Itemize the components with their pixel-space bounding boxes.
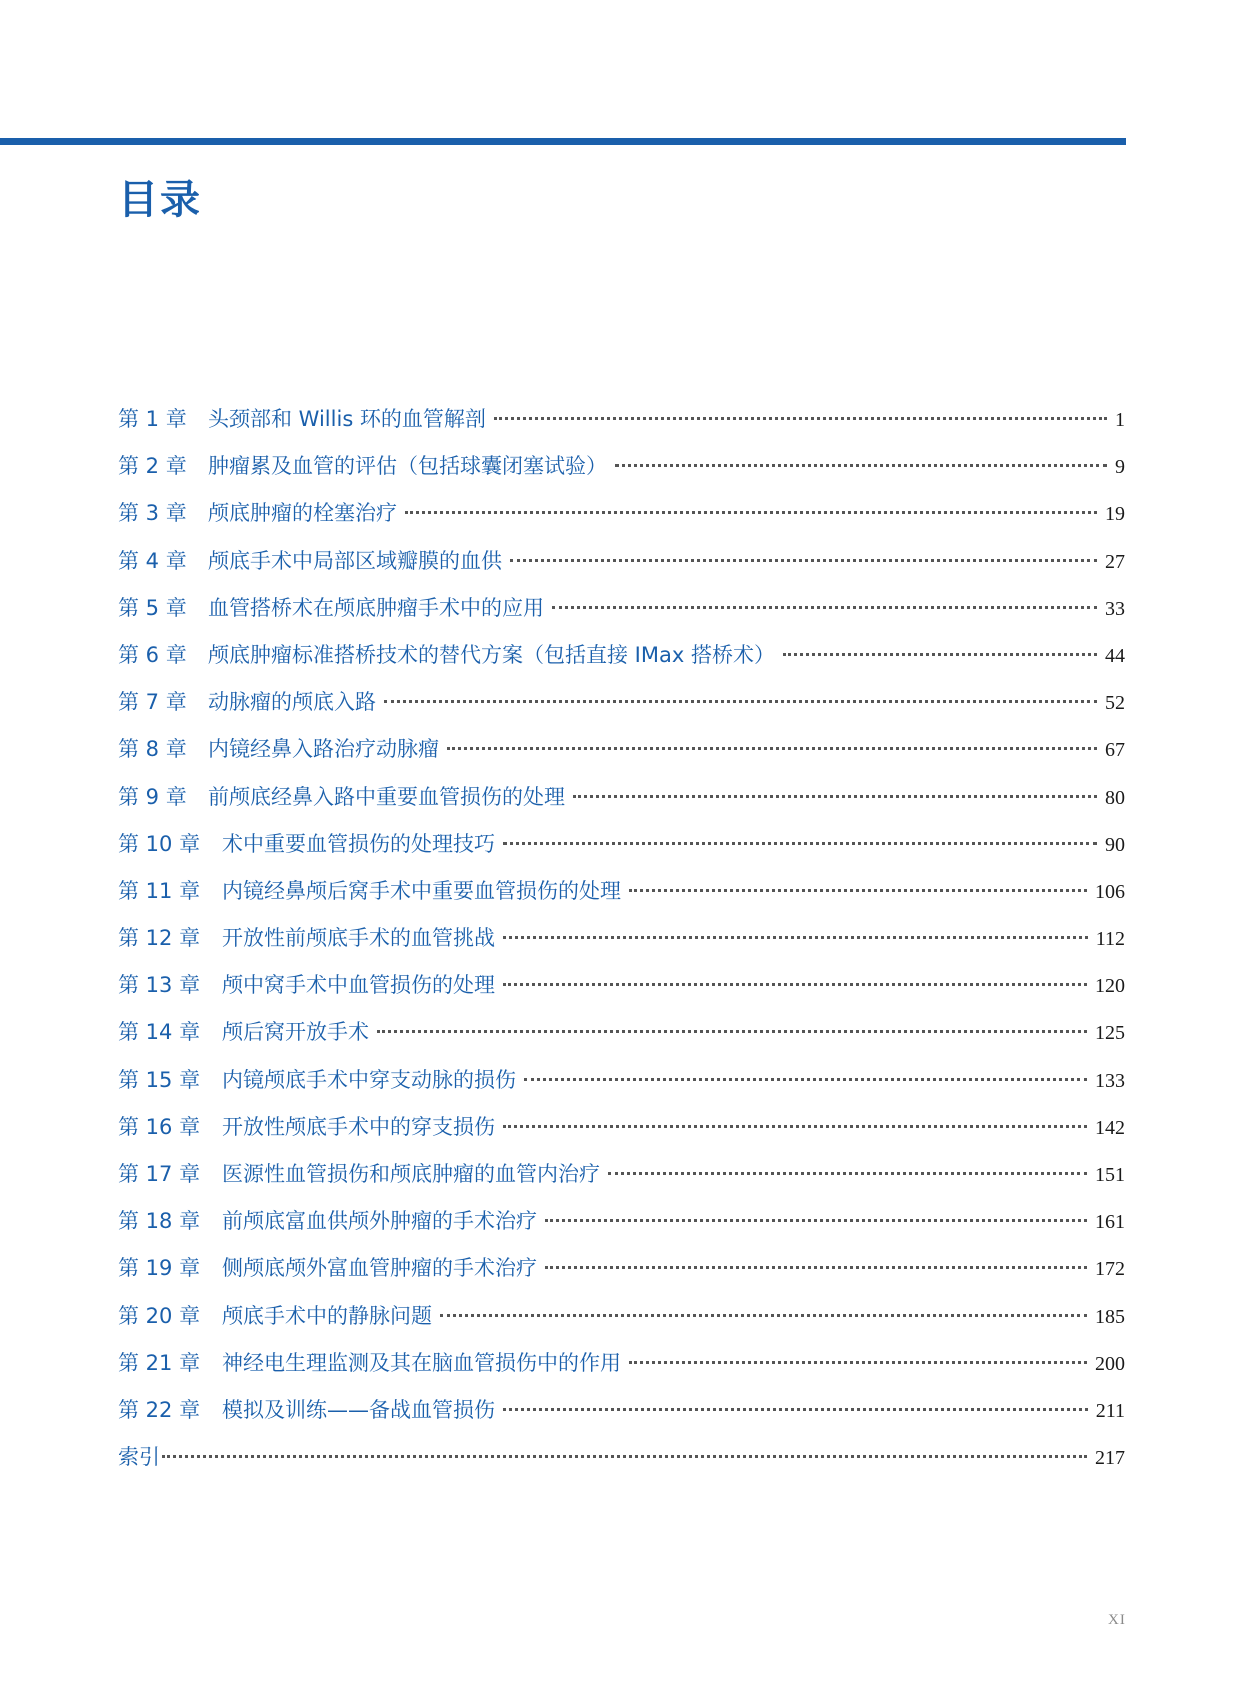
toc-dot-leader [405, 511, 1097, 514]
toc-chapter-title: 颅底手术中局部区域瓣膜的血供 [208, 548, 502, 573]
toc-chapter-title: 颅底肿瘤标准搭桥技术的替代方案（包括直接 IMax 搭桥术） [208, 642, 775, 667]
toc-page-number: 112 [1095, 928, 1125, 951]
toc-chapter-title: 侧颅底颅外富血管肿瘤的手术治疗 [222, 1256, 537, 1281]
toc-entry[interactable] [118, 632, 1125, 679]
toc-page-number: 211 [1095, 1399, 1125, 1422]
toc-dot-leader [162, 1455, 1087, 1458]
toc-dot-leader [629, 1361, 1087, 1364]
toc-chapter-title: 模拟及训练——备战血管损伤 [222, 1397, 495, 1422]
toc-chapter-title: 开放性前颅底手术的血管挑战 [222, 926, 495, 951]
toc-page-number: 9 [1115, 456, 1125, 479]
table-of-contents [118, 396, 1125, 1481]
toc-chapter-title: 动脉瘤的颅底入路 [208, 690, 376, 715]
toc-chapter-title: 内镜经鼻颅后窝手术中重要血管损伤的处理 [222, 878, 621, 903]
toc-chapter-title: 头颈部和 Willis 环的血管解剖 [208, 407, 486, 431]
toc-dot-leader [545, 1219, 1087, 1222]
toc-chapter-number: 第 9 章 [118, 784, 187, 809]
toc-entry[interactable] [118, 1293, 1125, 1340]
toc-entry[interactable] [118, 1340, 1125, 1387]
toc-entry-label [118, 1245, 537, 1292]
toc-page-number: 44 [1105, 644, 1125, 667]
toc-page-number: 80 [1105, 786, 1125, 809]
toc-dot-leader [494, 417, 1107, 420]
toc-entry-label [118, 962, 495, 1009]
toc-chapter-number: 第 17 章 [118, 1162, 201, 1186]
toc-entry-label [118, 868, 621, 915]
toc-chapter-number: 第 5 章 [118, 595, 187, 620]
toc-dot-leader [503, 842, 1097, 845]
toc-chapter-number: 第 3 章 [118, 501, 187, 526]
toc-page-number: 172 [1095, 1258, 1125, 1281]
toc-chapter-number: 第 13 章 [118, 973, 201, 998]
toc-chapter-title: 医源性血管损伤和颅底肿瘤的血管内治疗 [222, 1162, 600, 1186]
toc-entry-label [118, 726, 439, 773]
toc-chapter-title: 前颅底富血供颅外肿瘤的手术治疗 [222, 1209, 537, 1234]
toc-chapter-number: 第 15 章 [118, 1067, 201, 1092]
toc-page-number: 142 [1095, 1116, 1125, 1139]
toc-chapter-number: 第 11 章 [118, 878, 201, 903]
toc-chapter-number: 第 8 章 [118, 737, 187, 762]
toc-chapter-number: 第 6 章 [118, 642, 187, 667]
page-number: XI [1108, 1612, 1126, 1628]
toc-entry-index[interactable] [118, 1434, 1125, 1481]
toc-chapter-title: 颅底手术中的静脉问题 [222, 1303, 432, 1328]
toc-entry[interactable] [118, 443, 1125, 490]
toc-dot-leader [377, 1030, 1087, 1033]
toc-dot-leader [503, 936, 1088, 939]
toc-entry-label [118, 443, 607, 490]
toc-chapter-number: 第 2 章 [118, 454, 187, 479]
page-title: 目录 [118, 177, 202, 223]
toc-entry[interactable] [118, 585, 1125, 632]
toc-entry[interactable] [118, 1151, 1125, 1198]
toc-entry-label [118, 1387, 495, 1434]
toc-entry-label [118, 1293, 432, 1340]
toc-entry[interactable] [118, 868, 1125, 915]
toc-entry-label [118, 585, 544, 632]
toc-entry[interactable] [118, 1198, 1125, 1245]
toc-chapter-number: 第 16 章 [118, 1114, 201, 1139]
toc-entry-label [118, 632, 775, 679]
toc-entry-label [118, 538, 502, 585]
toc-dot-leader [573, 795, 1097, 798]
toc-chapter-title: 颅后窝开放手术 [222, 1020, 369, 1045]
toc-page-number: 27 [1105, 550, 1125, 573]
toc-chapter-number: 第 19 章 [118, 1256, 201, 1281]
toc-dot-leader [629, 889, 1087, 892]
toc-entry-label [118, 1009, 369, 1056]
toc-entry[interactable] [118, 1104, 1125, 1151]
toc-chapter-title: 开放性颅底手术中的穿支损伤 [222, 1114, 495, 1139]
toc-chapter-number: 第 12 章 [118, 926, 201, 951]
toc-chapter-title: 颅中窝手术中血管损伤的处理 [222, 973, 495, 998]
toc-entry-label [118, 679, 376, 726]
toc-chapter-number: 第 22 章 [118, 1397, 201, 1422]
toc-entry[interactable] [118, 679, 1125, 726]
toc-dot-leader [608, 1172, 1087, 1175]
toc-chapter-number: 第 1 章 [118, 407, 187, 431]
toc-entry-label [118, 915, 495, 962]
toc-chapter-title: 肿瘤累及血管的评估（包括球囊闭塞试验） [208, 454, 607, 479]
toc-dot-leader [524, 1078, 1087, 1081]
toc-page-number: 185 [1095, 1305, 1125, 1328]
toc-chapter-title: 前颅底经鼻入路中重要血管损伤的处理 [208, 784, 565, 809]
toc-entry[interactable] [118, 538, 1125, 585]
toc-page-number: 52 [1105, 692, 1125, 715]
toc-entry-label [118, 490, 397, 537]
toc-entry[interactable] [118, 726, 1125, 773]
toc-chapter-title: 内镜颅底手术中穿支动脉的损伤 [222, 1067, 516, 1092]
toc-index-title: 索引 [118, 1445, 160, 1470]
toc-page-number: 133 [1095, 1069, 1125, 1092]
toc-page-number: 67 [1105, 739, 1125, 762]
toc-entry[interactable] [118, 962, 1125, 1009]
toc-dot-leader [552, 606, 1097, 609]
toc-entry-label [118, 774, 565, 821]
toc-dot-leader [503, 1125, 1087, 1128]
toc-chapter-title: 神经电生理监测及其在脑血管损伤中的作用 [222, 1350, 621, 1375]
toc-entry[interactable] [118, 1387, 1125, 1434]
toc-page-number: 33 [1105, 597, 1125, 620]
toc-entry-label [118, 1057, 516, 1104]
toc-dot-leader [503, 1408, 1088, 1411]
toc-entry[interactable] [118, 915, 1125, 962]
toc-entry[interactable] [118, 396, 1125, 443]
toc-entry[interactable] [118, 821, 1125, 868]
toc-entry[interactable] [118, 1245, 1125, 1292]
toc-entry-label [118, 821, 495, 868]
toc-dot-leader [447, 747, 1097, 750]
toc-entry[interactable] [118, 490, 1125, 537]
toc-chapter-title: 血管搭桥术在颅底肿瘤手术中的应用 [208, 595, 544, 620]
toc-dot-leader [615, 464, 1107, 467]
toc-page-number: 19 [1105, 503, 1125, 526]
toc-page-number: 125 [1095, 1022, 1125, 1045]
toc-entry[interactable] [118, 1009, 1125, 1056]
toc-chapter-number: 第 21 章 [118, 1350, 201, 1375]
toc-page-number: 217 [1095, 1447, 1125, 1470]
toc-chapter-number: 第 18 章 [118, 1209, 201, 1234]
toc-entry[interactable] [118, 1057, 1125, 1104]
header-rule [0, 138, 1126, 145]
toc-page-number: 90 [1105, 833, 1125, 856]
toc-dot-leader [384, 700, 1097, 703]
toc-page-number: 200 [1095, 1352, 1125, 1375]
toc-page-number: 161 [1095, 1211, 1125, 1234]
toc-entry-label [118, 1198, 537, 1245]
toc-chapter-title: 颅底肿瘤的栓塞治疗 [208, 501, 397, 526]
toc-chapter-title: 内镜经鼻入路治疗动脉瘤 [208, 737, 439, 762]
toc-dot-leader [503, 983, 1087, 986]
toc-entry-label [118, 1340, 621, 1387]
toc-chapter-number: 第 7 章 [118, 690, 187, 715]
toc-entry-label [118, 396, 486, 443]
toc-chapter-number: 第 14 章 [118, 1020, 201, 1045]
toc-dot-leader [440, 1314, 1087, 1317]
toc-page-number: 151 [1095, 1164, 1125, 1186]
toc-page-number: 120 [1095, 975, 1125, 998]
toc-dot-leader [510, 559, 1097, 562]
toc-page-number: 106 [1095, 880, 1125, 903]
toc-dot-leader [545, 1266, 1087, 1269]
toc-chapter-number: 第 10 章 [118, 831, 201, 856]
toc-chapter-number: 第 20 章 [118, 1303, 201, 1328]
toc-chapter-number: 第 4 章 [118, 548, 187, 573]
toc-entry-label [118, 1151, 600, 1198]
toc-page-number: 1 [1115, 409, 1125, 431]
toc-entry[interactable] [118, 774, 1125, 821]
toc-chapter-title: 术中重要血管损伤的处理技巧 [222, 831, 495, 856]
toc-dot-leader [783, 653, 1097, 656]
toc-entry-label [118, 1104, 495, 1151]
